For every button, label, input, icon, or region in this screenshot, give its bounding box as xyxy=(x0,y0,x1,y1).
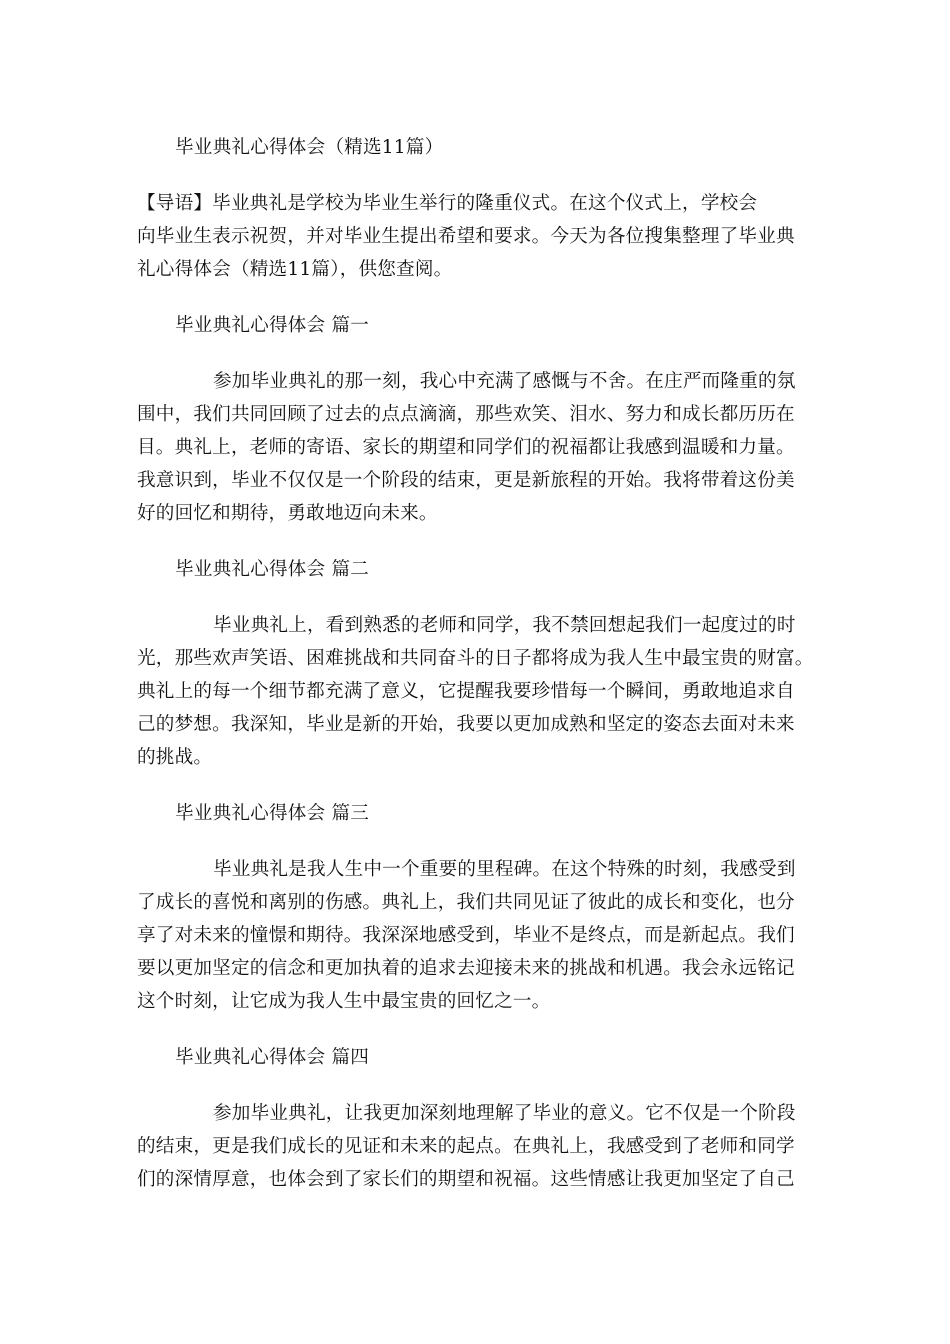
section-paragraph xyxy=(137,853,815,1018)
section-paragraph xyxy=(137,609,815,774)
intro-line: 礼心得体会（精选11篇），供您查阅。 xyxy=(137,259,453,280)
paragraph-line: 好的回忆和期待，勇敢地迈向未来。 xyxy=(137,503,438,524)
paragraph-line: 光，那些欢声笑语、困难挑战和共同奋斗的日子都将成为我人生中最宝贵的财富。 xyxy=(137,648,814,669)
paragraph-line: 享了对未来的憧憬和期待。我深深地感受到，毕业不是终点，而是新起点。我们 xyxy=(137,925,795,946)
paragraph-line: 毕业典礼是我人生中一个重要的里程碑。在这个特殊的时刻，我感受到 xyxy=(213,859,796,880)
document-body xyxy=(137,131,815,1196)
section-heading: 毕业典礼心得体会 篇四 xyxy=(175,1047,370,1068)
document-title: 毕业典礼心得体会（精选11篇） xyxy=(175,137,444,158)
paragraph-line: 我意识到，毕业不仅仅是一个阶段的结束，更是新旅程的开始。我将带着这份美 xyxy=(137,470,795,491)
section-paragraph xyxy=(137,1097,815,1196)
paragraph-line: 参加毕业典礼的那一刻，我心中充满了感慨与不舍。在庄严而隆重的氛 xyxy=(213,371,796,392)
paragraph-line: 参加毕业典礼，让我更加深刻地理解了毕业的意义。它不仅是一个阶段 xyxy=(213,1103,796,1124)
intro-paragraph xyxy=(137,187,815,286)
paragraph-line: 这个时刻，让它成为我人生中最宝贵的回忆之一。 xyxy=(137,991,551,1012)
section-heading: 毕业典礼心得体会 篇二 xyxy=(175,559,370,580)
paragraph-line: 们的深情厚意，也体会到了家长们的期望和祝福。这些情感让我更加坚定了自己 xyxy=(137,1169,795,1190)
paragraph-line: 了成长的喜悦和离别的伤感。典礼上，我们共同见证了彼此的成长和变化，也分 xyxy=(137,892,795,913)
paragraph-line: 典礼上的每一个细节都充满了意义，它提醒我要珍惜每一个瞬间，勇敢地追求自 xyxy=(137,681,795,702)
paragraph-line: 围中，我们共同回顾了过去的点点滴滴，那些欢笑、泪水、努力和成长都历历在 xyxy=(137,404,795,425)
paragraph-line: 目。典礼上，老师的寄语、家长的期望和同学们的祝福都让我感到温暖和力量。 xyxy=(137,437,795,458)
paragraph-line: 的挑战。 xyxy=(137,747,213,768)
section-paragraph xyxy=(137,365,815,530)
intro-line: 【导语】毕业典礼是学校为毕业生举行的隆重仪式。在这个仪式上，学校会 xyxy=(137,193,758,214)
section-heading: 毕业典礼心得体会 篇三 xyxy=(175,803,370,824)
paragraph-line: 的结束，更是我们成长的见证和未来的起点。在典礼上，我感受到了老师和同学 xyxy=(137,1136,795,1157)
paragraph-line: 己的梦想。我深知，毕业是新的开始，我要以更加成熟和坚定的姿态去面对未来 xyxy=(137,714,795,735)
section-heading: 毕业典礼心得体会 篇一 xyxy=(175,315,370,336)
intro-line: 向毕业生表示祝贺，并对毕业生提出希望和要求。今天为各位搜集整理了毕业典 xyxy=(137,226,795,247)
paragraph-line: 要以更加坚定的信念和更加执着的追求去迎接未来的挑战和机遇。我会永远铭记 xyxy=(137,958,795,979)
paragraph-line: 毕业典礼上，看到熟悉的老师和同学，我不禁回想起我们一起度过的时 xyxy=(213,615,796,636)
